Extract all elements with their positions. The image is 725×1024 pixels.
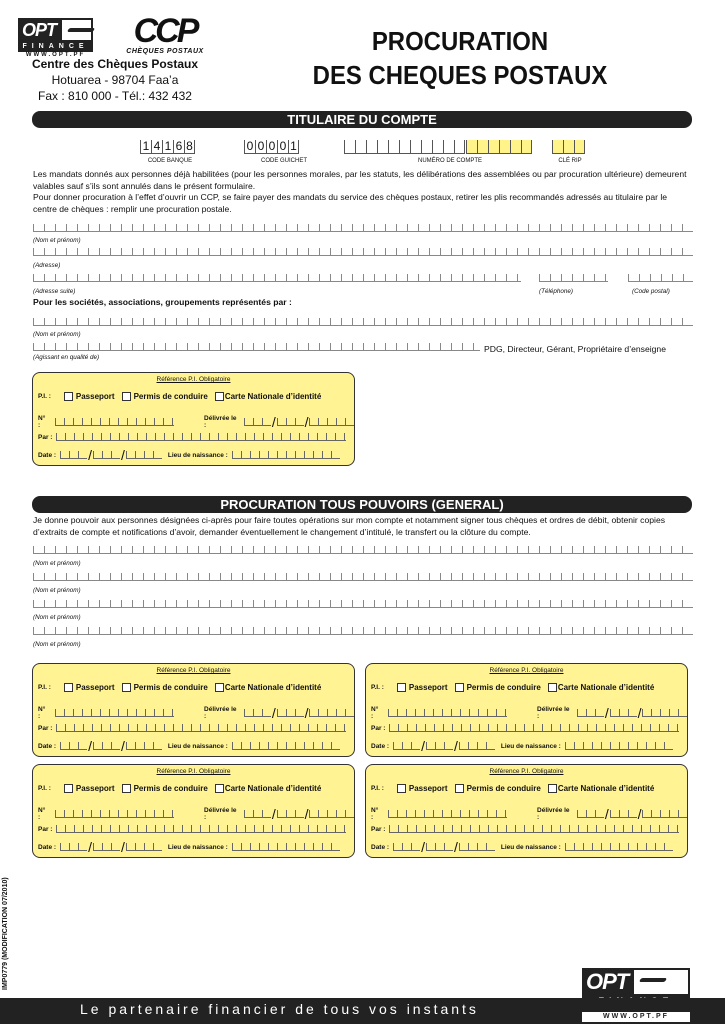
tous-pouvoirs-paragraph: Je donne pouvoir aux personnes désignées ci-après pour faire toutes opérations sur mon compte et notamment signer tous chèques et ordres de débit, obtenir copies d’extraits de compte et notifications d’avoir, demander éventuellement le changement d’intitulé, le transfert ou la clôture du compte. bbox=[33, 515, 666, 537]
titulaire-adresse-field[interactable] bbox=[33, 248, 693, 256]
societes-heading: Pour les sociétés, associations, groupements représentés par : bbox=[33, 297, 292, 307]
pi-label: P.I. : bbox=[371, 785, 384, 792]
delivree-label: Délivrée le : bbox=[537, 807, 570, 821]
procuration-paragraph: Pour donner procuration à l’effet d’ouvrir un CCP, se faire payer des mandats du service des chèques postaux, retirer les plis recommandés adressés au titulaire par le centre de chèques : remplir une procuration postale. bbox=[33, 192, 668, 214]
code-banque-digit: 1 bbox=[140, 140, 151, 154]
code-guichet-digit: 0 bbox=[266, 140, 277, 154]
caption-nom-mandataire-4: (Nom et prénom) bbox=[33, 641, 81, 648]
label-code-banque: CODE BANQUE bbox=[147, 158, 193, 164]
label-cle-rip: CLÉ RIP bbox=[558, 158, 582, 164]
date-label: Date : bbox=[38, 451, 57, 459]
titulaire-code-postal-field[interactable] bbox=[628, 274, 693, 282]
delivree-day-field[interactable] bbox=[244, 810, 271, 818]
delivree-month-field[interactable] bbox=[610, 709, 637, 717]
par-field[interactable] bbox=[389, 825, 679, 833]
pi-number-field[interactable] bbox=[388, 709, 507, 717]
caption-nom-mandataire-2: (Nom et prénom) bbox=[33, 587, 81, 594]
pi-number-field[interactable] bbox=[55, 810, 174, 818]
delivree-day-field[interactable] bbox=[577, 810, 604, 818]
lieu-field[interactable] bbox=[565, 843, 673, 851]
delivree-year-field[interactable] bbox=[642, 810, 687, 818]
passeport-label: Passeport bbox=[75, 683, 115, 692]
pi-label: P.I. : bbox=[38, 393, 51, 400]
num-label: N° : bbox=[371, 706, 379, 720]
birth-year-field[interactable] bbox=[126, 843, 162, 851]
par-label: Par : bbox=[371, 825, 386, 833]
num-label: N° : bbox=[38, 415, 46, 429]
lieu-label: Lieu de naissance : bbox=[500, 843, 561, 851]
cni-checkbox[interactable] bbox=[215, 683, 224, 692]
passeport-label: Passeport bbox=[75, 392, 115, 401]
fish-icon bbox=[632, 968, 690, 996]
permis-label: Permis de conduire bbox=[466, 683, 541, 692]
delivree-year-field[interactable] bbox=[309, 418, 354, 426]
section-tous-pouvoirs-title: PROCURATION TOUS POUVOIRS (GENERAL) bbox=[32, 496, 692, 513]
cni-label: Carte Nationale d’identité bbox=[557, 683, 655, 692]
date-label: Date : bbox=[371, 843, 390, 851]
opt-logo-band: FINANCE bbox=[18, 42, 93, 52]
num-label: N° : bbox=[38, 807, 46, 821]
cni-label: Carte Nationale d’identité bbox=[557, 784, 655, 793]
par-field[interactable] bbox=[56, 724, 346, 732]
code-banque-digit: 8 bbox=[184, 140, 195, 154]
caption-qualite: (Agissant en qualité de) bbox=[33, 354, 100, 361]
delivree-month-field[interactable] bbox=[277, 810, 304, 818]
passeport-label: Passeport bbox=[408, 784, 448, 793]
mandataire-nom-field-4[interactable] bbox=[33, 627, 693, 635]
code-banque-digit: 1 bbox=[162, 140, 173, 154]
footer-band bbox=[0, 998, 725, 1024]
titulaire-telephone-field[interactable] bbox=[539, 274, 608, 282]
ccp-logo bbox=[125, 14, 205, 55]
num-label: N° : bbox=[38, 706, 46, 720]
birth-day-field[interactable] bbox=[60, 843, 87, 851]
centre-contact: Fax : 810 000 - Tél.: 432 432 bbox=[38, 89, 192, 103]
cni-label: Carte Nationale d’identité bbox=[224, 392, 322, 401]
caption-nom-mandataire-3: (Nom et prénom) bbox=[33, 614, 81, 621]
caption-adresse: (Adresse) bbox=[33, 262, 61, 269]
pi-label: P.I. : bbox=[38, 785, 51, 792]
par-field[interactable] bbox=[389, 724, 679, 732]
date-label: Date : bbox=[38, 843, 57, 851]
opt-logo-word: OPT bbox=[18, 18, 60, 42]
code-guichet-digit: 0 bbox=[277, 140, 288, 154]
code-banque-digit: 4 bbox=[151, 140, 162, 154]
code-guichet-digit: 0 bbox=[255, 140, 266, 154]
form-code: IMP0779 (MODIFICATION 07/2010) bbox=[2, 877, 9, 990]
pi-label: P.I. : bbox=[371, 684, 384, 691]
cle-rip-field[interactable] bbox=[552, 140, 585, 154]
opt-logo-url: WWW.OPT.PF bbox=[25, 52, 86, 58]
par-label: Par : bbox=[38, 433, 53, 441]
par-field[interactable] bbox=[56, 433, 346, 441]
section-titulaire-title: TITULAIRE DU COMPTE bbox=[32, 111, 692, 128]
centre-name: Centre des Chèques Postaux bbox=[31, 57, 199, 71]
delivree-label: Délivrée le : bbox=[204, 415, 237, 429]
birth-day-field[interactable] bbox=[393, 843, 420, 851]
opt-logo bbox=[18, 18, 93, 58]
numero-compte-field[interactable] bbox=[344, 140, 465, 154]
permis-checkbox[interactable] bbox=[455, 683, 464, 692]
lieu-label: Lieu de naissance : bbox=[167, 843, 228, 851]
pi-number-field[interactable] bbox=[55, 709, 174, 717]
caption-nom-representant: (Nom et prénom) bbox=[33, 331, 81, 338]
qualite-field[interactable] bbox=[33, 343, 480, 351]
centre-info bbox=[20, 57, 210, 103]
birth-day-field[interactable] bbox=[393, 742, 420, 750]
birth-year-field[interactable] bbox=[459, 843, 495, 851]
birth-month-field[interactable] bbox=[93, 742, 120, 750]
birth-year-field[interactable] bbox=[459, 742, 495, 750]
title-line-1: PROCURATION bbox=[371, 26, 549, 56]
num-label: N° : bbox=[371, 807, 379, 821]
delivree-month-field[interactable] bbox=[277, 709, 304, 717]
titulaire-adresse-suite-field[interactable] bbox=[33, 274, 521, 282]
permis-checkbox[interactable] bbox=[455, 784, 464, 793]
par-field[interactable] bbox=[56, 825, 346, 833]
permis-checkbox[interactable] bbox=[122, 784, 131, 793]
caption-adresse-suite: (Adresse suite) bbox=[33, 288, 76, 295]
mandataire-nom-field-2[interactable] bbox=[33, 573, 693, 581]
caption-telephone: (Téléphone) bbox=[539, 288, 573, 295]
pi-box-mandataire-1: Référence P.I. Obligatoire P.I. : Passeport Permis de conduire Carte Nationale d’identité N° : Délivrée le : / / Par : Date : / / Lieu de naissance : bbox=[32, 663, 355, 757]
permis-label: Permis de conduire bbox=[133, 784, 208, 793]
par-label: Par : bbox=[38, 825, 53, 833]
cni-label: Carte Nationale d’identité bbox=[224, 683, 322, 692]
passeport-checkbox[interactable] bbox=[397, 683, 406, 692]
birth-year-field[interactable] bbox=[126, 742, 162, 750]
pi-box-titulaire: Référence P.I. Obligatoire P.I. : Passeport Permis de conduire Carte Nationale d’identité N° : Délivrée le : / / Par : Date : / / Lieu de naissance : bbox=[32, 372, 355, 466]
ccp-logo-sub: CHÈQUES POSTAUX bbox=[126, 48, 204, 55]
mandataire-nom-field-1[interactable] bbox=[33, 546, 693, 554]
representant-nom-field[interactable] bbox=[33, 318, 693, 326]
fish-icon bbox=[60, 18, 93, 42]
delivree-day-field[interactable] bbox=[577, 709, 604, 717]
footer-logo-word: OPT bbox=[582, 968, 632, 996]
delivree-label: Délivrée le : bbox=[204, 807, 237, 821]
pi-box-mandataire-3: Référence P.I. Obligatoire P.I. : Passeport Permis de conduire Carte Nationale d’identité N° : Délivrée le : / / Par : Date : / / Lieu de naissance : bbox=[32, 764, 355, 858]
lieu-field[interactable] bbox=[232, 451, 340, 459]
pi-number-field[interactable] bbox=[388, 810, 507, 818]
permis-checkbox[interactable] bbox=[122, 683, 131, 692]
birth-year-field[interactable] bbox=[126, 451, 162, 459]
delivree-month-field[interactable] bbox=[610, 810, 637, 818]
permis-label: Permis de conduire bbox=[133, 683, 208, 692]
footer-logo-url: WWW.OPT.PF bbox=[582, 1012, 690, 1022]
footer-slogan: Le partenaire financier de tous vos instants bbox=[80, 1001, 479, 1017]
pi-ref: Référence P.I. Obligatoire bbox=[156, 768, 231, 775]
delivree-year-field[interactable] bbox=[642, 709, 687, 717]
page-title bbox=[294, 24, 625, 92]
birth-day-field[interactable] bbox=[60, 742, 87, 750]
lieu-field[interactable] bbox=[565, 742, 673, 750]
numero-compte-suffix-field[interactable] bbox=[466, 140, 532, 154]
date-label: Date : bbox=[38, 742, 57, 750]
pi-number-field[interactable] bbox=[55, 418, 174, 426]
cni-checkbox[interactable] bbox=[548, 784, 557, 793]
ccp-logo-word: CCP bbox=[133, 12, 197, 50]
delivree-day-field[interactable] bbox=[244, 418, 271, 426]
delivree-year-field[interactable] bbox=[309, 810, 354, 818]
cni-checkbox[interactable] bbox=[215, 784, 224, 793]
code-guichet-digit: 1 bbox=[288, 140, 299, 154]
pi-ref: Référence P.I. Obligatoire bbox=[489, 667, 564, 674]
passeport-checkbox[interactable] bbox=[64, 683, 73, 692]
pi-ref: Référence P.I. Obligatoire bbox=[156, 667, 231, 674]
delivree-day-field[interactable] bbox=[244, 709, 271, 717]
par-label: Par : bbox=[371, 724, 386, 732]
pi-ref: Référence P.I. Obligatoire bbox=[489, 768, 564, 775]
date-label: Date : bbox=[371, 742, 390, 750]
birth-month-field[interactable] bbox=[426, 742, 453, 750]
lieu-field[interactable] bbox=[232, 742, 340, 750]
cni-checkbox[interactable] bbox=[548, 683, 557, 692]
lieu-label: Lieu de naissance : bbox=[167, 451, 228, 459]
birth-day-field[interactable] bbox=[60, 451, 87, 459]
lieu-field[interactable] bbox=[232, 843, 340, 851]
passeport-label: Passeport bbox=[408, 683, 448, 692]
title-line-2: DES CHEQUES POSTAUX bbox=[312, 60, 608, 90]
passeport-checkbox[interactable] bbox=[397, 784, 406, 793]
cni-label: Carte Nationale d’identité bbox=[224, 784, 322, 793]
delivree-year-field[interactable] bbox=[309, 709, 354, 717]
passeport-checkbox[interactable] bbox=[64, 392, 73, 401]
passeport-label: Passeport bbox=[75, 784, 115, 793]
caption-nom-mandataire-1: (Nom et prénom) bbox=[33, 560, 81, 567]
code-guichet-field[interactable] bbox=[244, 140, 299, 154]
delivree-label: Délivrée le : bbox=[537, 706, 570, 720]
par-label: Par : bbox=[38, 724, 53, 732]
mandats-paragraph: Les mandats donnés aux personnes déjà habilitées (pour les personnes morales, par les statuts, les délibérations des assemblées ou par procuration ultérieure) demeurent valables sauf s’ils sont annulés dans le présent formulaire. bbox=[33, 169, 687, 191]
code-guichet-digit: 0 bbox=[244, 140, 255, 154]
passeport-checkbox[interactable] bbox=[64, 784, 73, 793]
pi-box-mandataire-4: Référence P.I. Obligatoire P.I. : Passeport Permis de conduire Carte Nationale d’identité N° : Délivrée le : / / Par : Date : / / Lieu de naissance : bbox=[365, 764, 688, 858]
label-code-guichet: CODE GUICHET bbox=[260, 158, 307, 164]
titulaire-nom-field[interactable] bbox=[33, 224, 693, 232]
lieu-label: Lieu de naissance : bbox=[500, 742, 561, 750]
caption-nom: (Nom et prénom) bbox=[33, 237, 81, 244]
pi-box-mandataire-2: Référence P.I. Obligatoire P.I. : Passeport Permis de conduire Carte Nationale d’identité N° : Délivrée le : / / Par : Date : / / Lieu de naissance : bbox=[365, 663, 688, 757]
birth-month-field[interactable] bbox=[93, 843, 120, 851]
code-banque-field[interactable] bbox=[140, 140, 195, 154]
delivree-label: Délivrée le : bbox=[204, 706, 237, 720]
mandataire-nom-field-3[interactable] bbox=[33, 600, 693, 608]
centre-address: Hotuarea - 98704 Faa’a bbox=[51, 73, 179, 87]
permis-label: Permis de conduire bbox=[466, 784, 541, 793]
permis-checkbox[interactable] bbox=[122, 392, 131, 401]
permis-label: Permis de conduire bbox=[133, 392, 208, 401]
cni-checkbox[interactable] bbox=[215, 392, 224, 401]
qualite-examples: PDG, Directeur, Gérant, Propriétaire d’enseigne bbox=[484, 344, 666, 354]
label-numero-compte: NUMÉRO DE COMPTE bbox=[417, 158, 482, 164]
lieu-label: Lieu de naissance : bbox=[167, 742, 228, 750]
pi-ref: Référence P.I. Obligatoire bbox=[156, 376, 231, 383]
pi-label: P.I. : bbox=[38, 684, 51, 691]
delivree-month-field[interactable] bbox=[277, 418, 304, 426]
code-banque-digit: 6 bbox=[173, 140, 184, 154]
birth-month-field[interactable] bbox=[426, 843, 453, 851]
caption-code-postal: (Code postal) bbox=[632, 288, 670, 295]
birth-month-field[interactable] bbox=[93, 451, 120, 459]
